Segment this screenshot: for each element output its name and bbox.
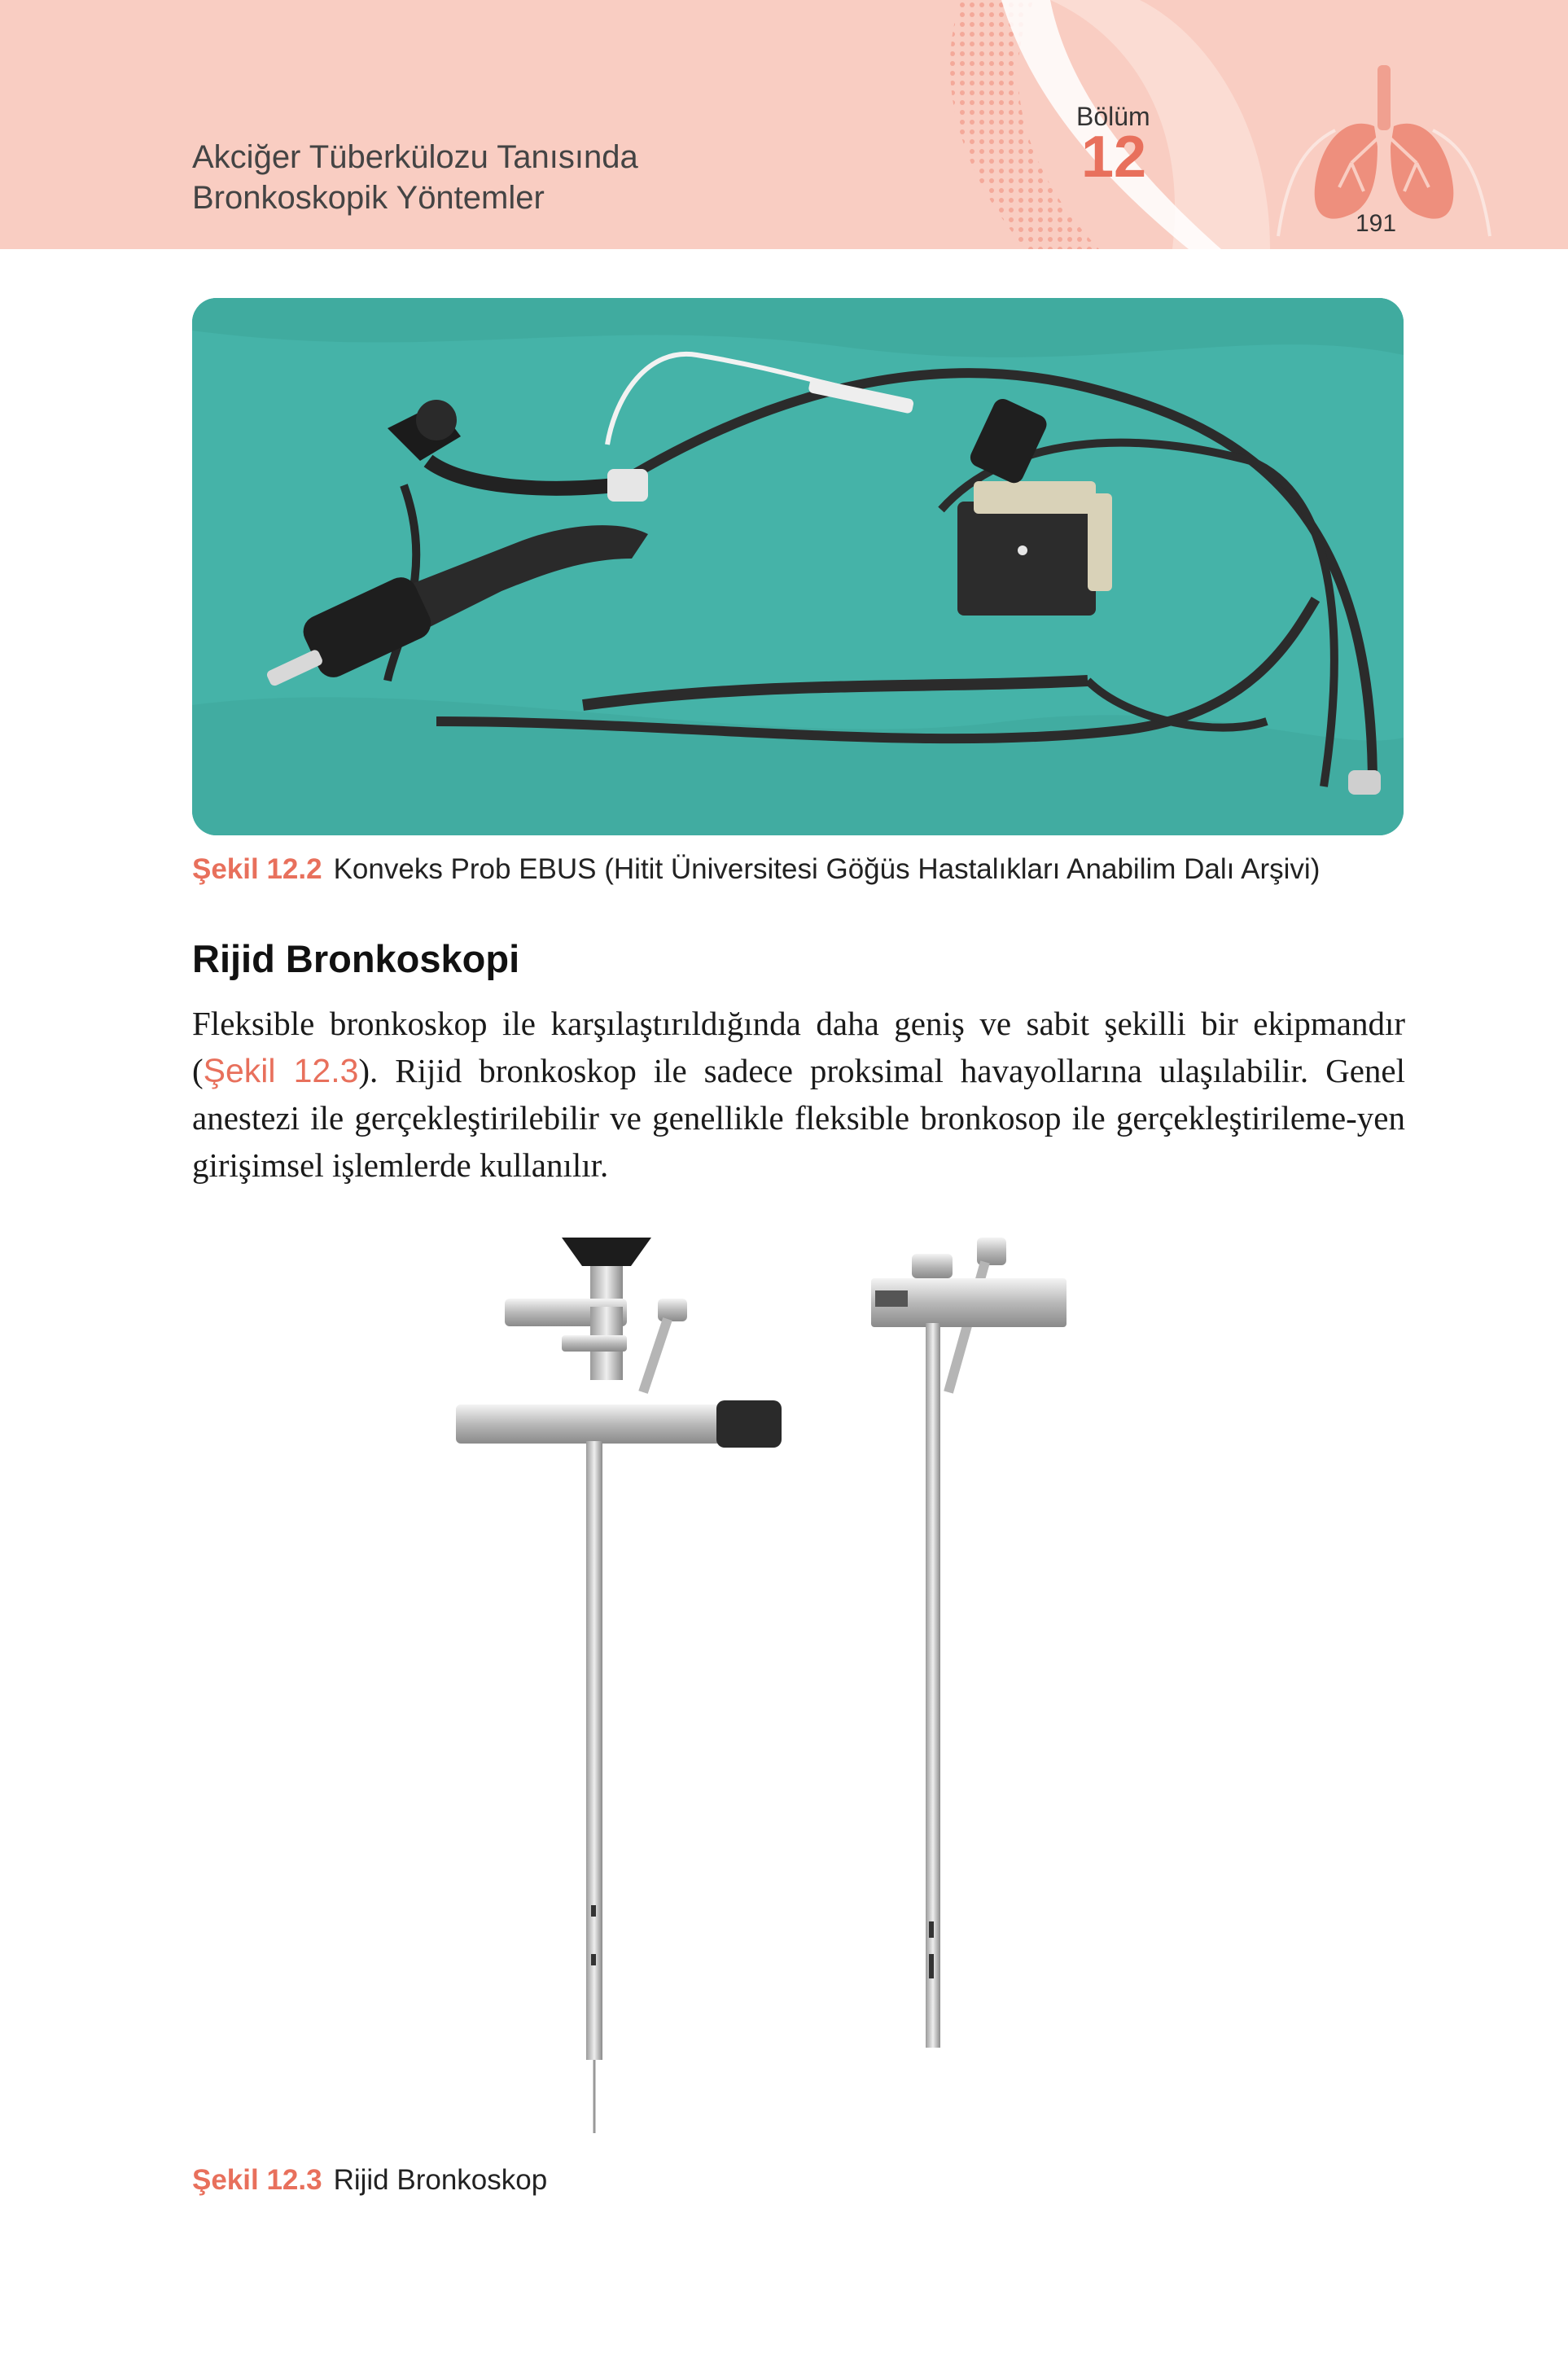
paragraph-text-2: ). Rijid bronkoskop ile sadece proksimal havayollarına ulaşılabilir. Genel anestezi ile gerçekleştirilebilir ve genellikle fleksible bronkosop ile gerçekleştirileme-yen girişimsel işlemlerde kullanılır. xyxy=(192,1052,1405,1184)
figure2-caption-text: Rijid Bronkoskop xyxy=(333,2164,548,2196)
figure-ebus-photo xyxy=(192,298,1404,835)
figure2-caption xyxy=(192,2164,547,2197)
section-paragraph xyxy=(192,1000,1405,1189)
ebus-illustration xyxy=(192,298,1404,835)
figure-rigid-bronchoscope xyxy=(440,1221,1172,2158)
paragraph-text-1: Fleksible bronkoskop ile karşılaştırıldığında daha geniş ve sabit şekilli bir ekipmandır ( xyxy=(192,1005,1405,1089)
chapter-number: 12 xyxy=(1080,125,1147,190)
figure1-label: Şekil 12.2 xyxy=(192,853,322,885)
figure2-label: Şekil 12.3 xyxy=(192,2164,322,2196)
page-header xyxy=(0,0,1568,249)
chapter-title-line1: Akciğer Tüberkülozu Tanısında xyxy=(192,139,638,175)
page-number: 191 xyxy=(1355,210,1397,237)
chapter-label: Bölüm xyxy=(1076,102,1150,131)
chapter-title xyxy=(192,137,638,218)
chapter-title-line2: Bronkoskopik Yöntemler xyxy=(192,180,545,216)
figure-reference-link[interactable]: Şekil 12.3 xyxy=(203,1052,359,1089)
section-heading: Rijid Bronkoskopi xyxy=(192,937,520,980)
figure1-caption-text: Konveks Prob EBUS (Hitit Üniversitesi Göğüs Hastalıkları Anabilim Dalı Arşivi) xyxy=(333,853,1321,885)
rigid-bronchoscope-illustration xyxy=(440,1221,1172,2158)
figure1-caption xyxy=(192,853,1320,886)
